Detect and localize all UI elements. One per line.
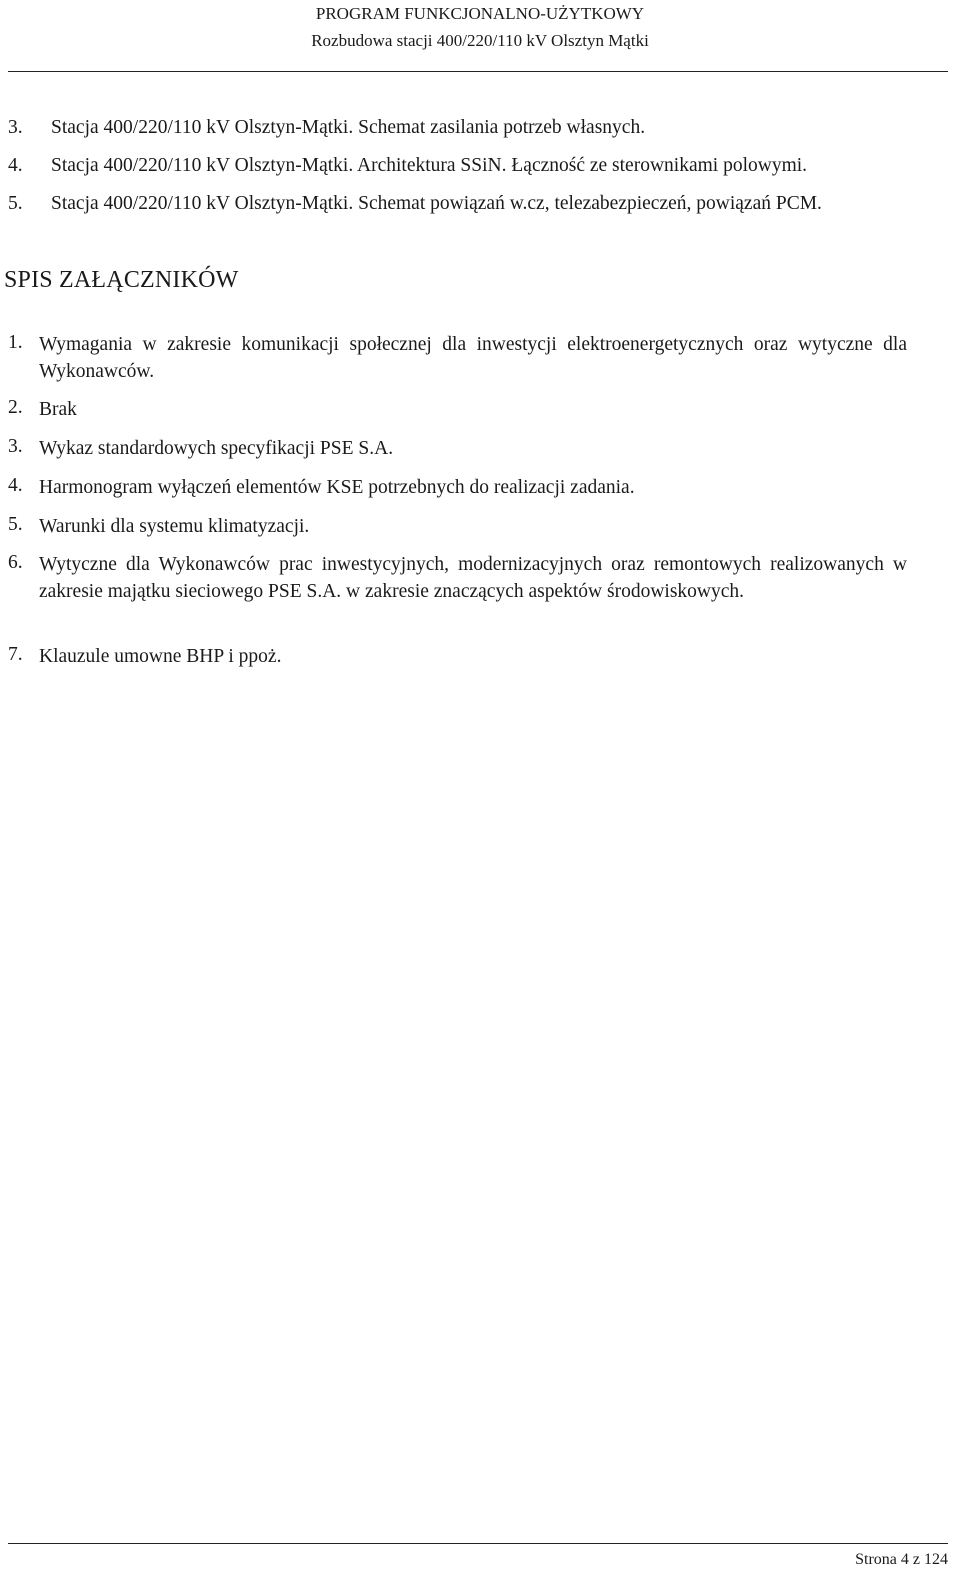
list-item-number: 4. <box>8 475 23 496</box>
list-item-number: 2. <box>8 397 23 418</box>
list-item-text: Stacja 400/220/110 kV Olsztyn-Mątki. Architektura SSiN. Łączność ze sterownikami polowymi. <box>51 155 808 176</box>
page-number: Strona 4 z 124 <box>855 1551 948 1568</box>
list-item-text: Harmonogram wyłączeń elementów KSE potrzebnych do realizacji zadania. <box>39 477 635 498</box>
list-item-number: 3. <box>8 436 23 457</box>
program-title: PROGRAM FUNKCJONALNO-UŻYTKOWY <box>315 4 645 23</box>
list-item-number: 4. <box>8 155 23 176</box>
list-item-text: Stacja 400/220/110 kV Olsztyn-Mątki. Schemat zasilania potrzeb własnych. <box>51 117 646 138</box>
list-item-text: Wykaz standardowych specyfikacji PSE S.A. <box>39 438 394 459</box>
list-item-number: 5. <box>8 193 23 214</box>
list-item-text: Stacja 400/220/110 kV Olsztyn-Mątki. Schemat powiązań w.cz, telezabezpieczeń, powiązań PCM. <box>51 193 822 214</box>
list-item-text: Wytyczne dla Wykonawców prac inwestycyjnych, modernizacyjnych oraz remontowych realizowanych w zakresie majątku sieciowego PSE S.A. w zakresie znaczących aspektów środowiskowych. <box>39 554 907 602</box>
list-item-number: 6. <box>8 552 23 573</box>
section-title: SPIS ZAŁĄCZNIKÓW <box>4 267 239 293</box>
project-subtitle: Rozbudowa stacji 400/220/110 kV Olsztyn Mątki <box>311 31 649 50</box>
list-item-text: Wymagania w zakresie komunikacji społecznej dla inwestycji elektroenergetycznych oraz wytyczne dla Wykonawców. <box>39 334 907 382</box>
list-item-number: 7. <box>8 644 23 665</box>
header-divider <box>8 71 948 72</box>
footer-divider <box>8 1543 948 1544</box>
list-item-number: 1. <box>8 332 23 353</box>
list-item-text: Warunki dla systemu klimatyzacji. <box>39 516 310 537</box>
list-item-number: 5. <box>8 514 23 535</box>
list-item-text: Klauzule umowne BHP i ppoż. <box>39 646 282 667</box>
list-item-text: Brak <box>39 399 77 420</box>
list-item-number: 3. <box>8 117 23 138</box>
